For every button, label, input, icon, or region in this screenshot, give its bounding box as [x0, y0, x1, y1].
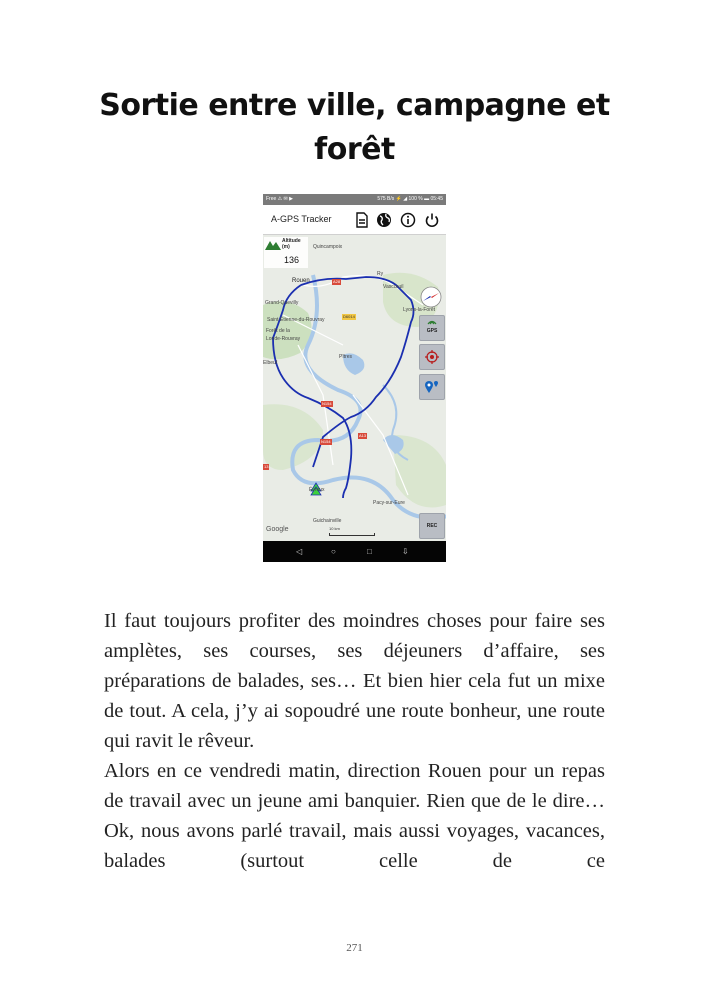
signal-icon: [427, 318, 437, 325]
road-label: A28: [333, 279, 341, 284]
scale-label: 10 km: [329, 526, 340, 531]
file-save-icon[interactable]: [354, 212, 370, 228]
paragraph: Alors en ce vendredi matin, direction Rouen pour un repas de travail avec un jeune ami banquier. Rien que de le dire… Ok, nous avons parlé travail, mais aussi voyages, vacances, balades (surtout celle de ce: [104, 760, 605, 872]
road-label: A13: [359, 433, 367, 438]
gps-label: GPS: [426, 328, 438, 334]
page-title: Sortie entre ville, campagne et forêt: [99, 88, 610, 167]
android-nav-bar: [263, 541, 446, 562]
map-pin-icon: [425, 379, 439, 395]
map-label: Pacy-sur-Eure: [373, 500, 405, 506]
road-label: 13: [264, 464, 269, 469]
map-label: Forêt de la Londe-Rouvray: [266, 328, 301, 342]
map-label: Ry: [377, 271, 384, 277]
gps-app-screenshot: [263, 194, 446, 562]
status-left: Free ⚠ ✉ ▶: [266, 196, 293, 202]
map-label: Elbeuf: [263, 360, 278, 366]
road-label: N154: [321, 439, 331, 444]
map-label: Saint-Étienne-du-Rouvray: [267, 317, 325, 323]
altitude-panel: [264, 237, 308, 268]
road-label: N154: [322, 401, 332, 406]
recents-icon[interactable]: □: [367, 547, 372, 556]
map-label: Vascœuil: [383, 284, 404, 290]
power-icon[interactable]: [424, 212, 440, 228]
back-icon[interactable]: ◁: [296, 547, 303, 556]
map-label: Guichainville: [313, 518, 342, 524]
app-title: A-GPS Tracker: [271, 214, 332, 224]
status-right: 575 B/s ⚡ ◢ 100 % ▬ 05:45: [377, 196, 443, 202]
map-label: Lyons-la-Forêt: [403, 307, 436, 313]
app-bar: [263, 205, 446, 235]
map-label: Quincampoix: [313, 244, 343, 250]
map-label: Rouen: [292, 278, 310, 284]
google-logo: Google: [266, 526, 289, 533]
map-label: Évreux: [309, 487, 325, 493]
info-icon[interactable]: [400, 212, 416, 228]
road-label: D6014: [343, 314, 355, 319]
compass-icon[interactable]: [420, 286, 442, 308]
rec-button[interactable]: REC: [419, 513, 445, 539]
altitude-value: 136: [284, 255, 300, 265]
paragraph: Il faut toujours profiter des moindres choses pour faire ses amplètes, ses courses, ses déjeuners d’affaire, ses préparations de balades, ses… Et bien hier cela fut un mixe de tout. A cela, j’y ai sopoudré une route bonheur, une route qui ravit le rêveur.: [104, 610, 605, 752]
waypoint-button[interactable]: [419, 374, 445, 400]
crosshair-icon: [425, 350, 439, 364]
scale-bar: [329, 533, 375, 536]
status-bar: [263, 194, 446, 205]
globe-icon[interactable]: [376, 212, 392, 228]
notification-down-icon[interactable]: ⇩: [402, 547, 409, 556]
map-label: Grand-Quevilly: [265, 300, 299, 306]
gps-button[interactable]: [419, 315, 445, 341]
page-number: 271: [346, 942, 363, 954]
mountain-icon: [265, 239, 281, 250]
altitude-label: Altitude (m): [282, 238, 301, 250]
body-text: [104, 606, 605, 876]
home-icon[interactable]: ○: [331, 547, 336, 556]
center-location-button[interactable]: [419, 344, 445, 370]
map-label: Pîtres: [339, 354, 353, 360]
